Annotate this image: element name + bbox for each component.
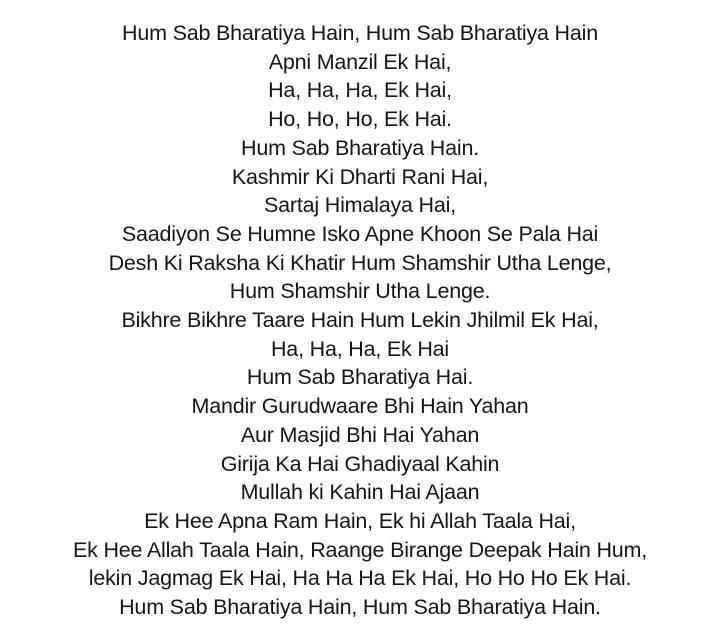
lyrics-line: Apni Manzil Ek Hai,	[268, 49, 452, 74]
lyrics-line: Ha, Ha, Ha, Ek Hai,	[268, 78, 452, 103]
lyrics-line: Mandir Gurudwaare Bhi Hain Yahan	[191, 394, 529, 419]
lyrics-text-block	[0, 19, 720, 622]
lyrics-line: Saadiyon Se Humne Isko Apne Khoon Se Pala Hai	[121, 221, 599, 246]
lyrics-line: Ha, Ha, Ha, Ek Hai	[270, 336, 450, 361]
lyrics-line: lekin Jagmag Ek Hai, Ha Ha Ha Ek Hai, Ho Ho Ho Ek Hai.	[88, 566, 632, 591]
lyrics-line: Aur Masjid Bhi Hai Yahan	[240, 422, 480, 447]
lyrics-line: Ho, Ho, Ho, Ek Hai.	[268, 107, 452, 132]
lyrics-line: Desh Ki Raksha Ki Khatir Hum Shamshir Utha Lenge,	[108, 250, 612, 275]
lyrics-line: Kashmir Ki Dharti Rani Hai,	[231, 164, 489, 189]
lyrics-line: Hum Sab Bharatiya Hain, Hum Sab Bharatiya Hain.	[119, 595, 601, 620]
lyrics-line: Ek Hee Apna Ram Hain, Ek hi Allah Taala Hai,	[144, 508, 576, 533]
lyrics-line: Sartaj Himalaya Hai,	[264, 193, 456, 218]
lyrics-line: Hum Sab Bharatiya Hain, Hum Sab Bharatiya Hain	[122, 21, 598, 45]
lyrics-line: Hum Shamshir Utha Lenge.	[229, 279, 491, 304]
lyrics-line: Girija Ka Hai Ghadiyaal Kahin	[220, 451, 500, 476]
lyrics-line: Ek Hee Allah Taala Hain, Raange Birange Deepak Hain Hum,	[72, 537, 648, 562]
lyrics-line: Hum Sab Bharatiya Hai.	[246, 365, 474, 390]
lyrics-line: Hum Sab Bharatiya Hain.	[241, 135, 479, 160]
lyrics-line: Bikhre Bikhre Taare Hain Hum Lekin Jhilmil Ek Hai,	[121, 308, 599, 333]
lyrics-line: Mullah ki Kahin Hai Ajaan	[240, 480, 480, 505]
